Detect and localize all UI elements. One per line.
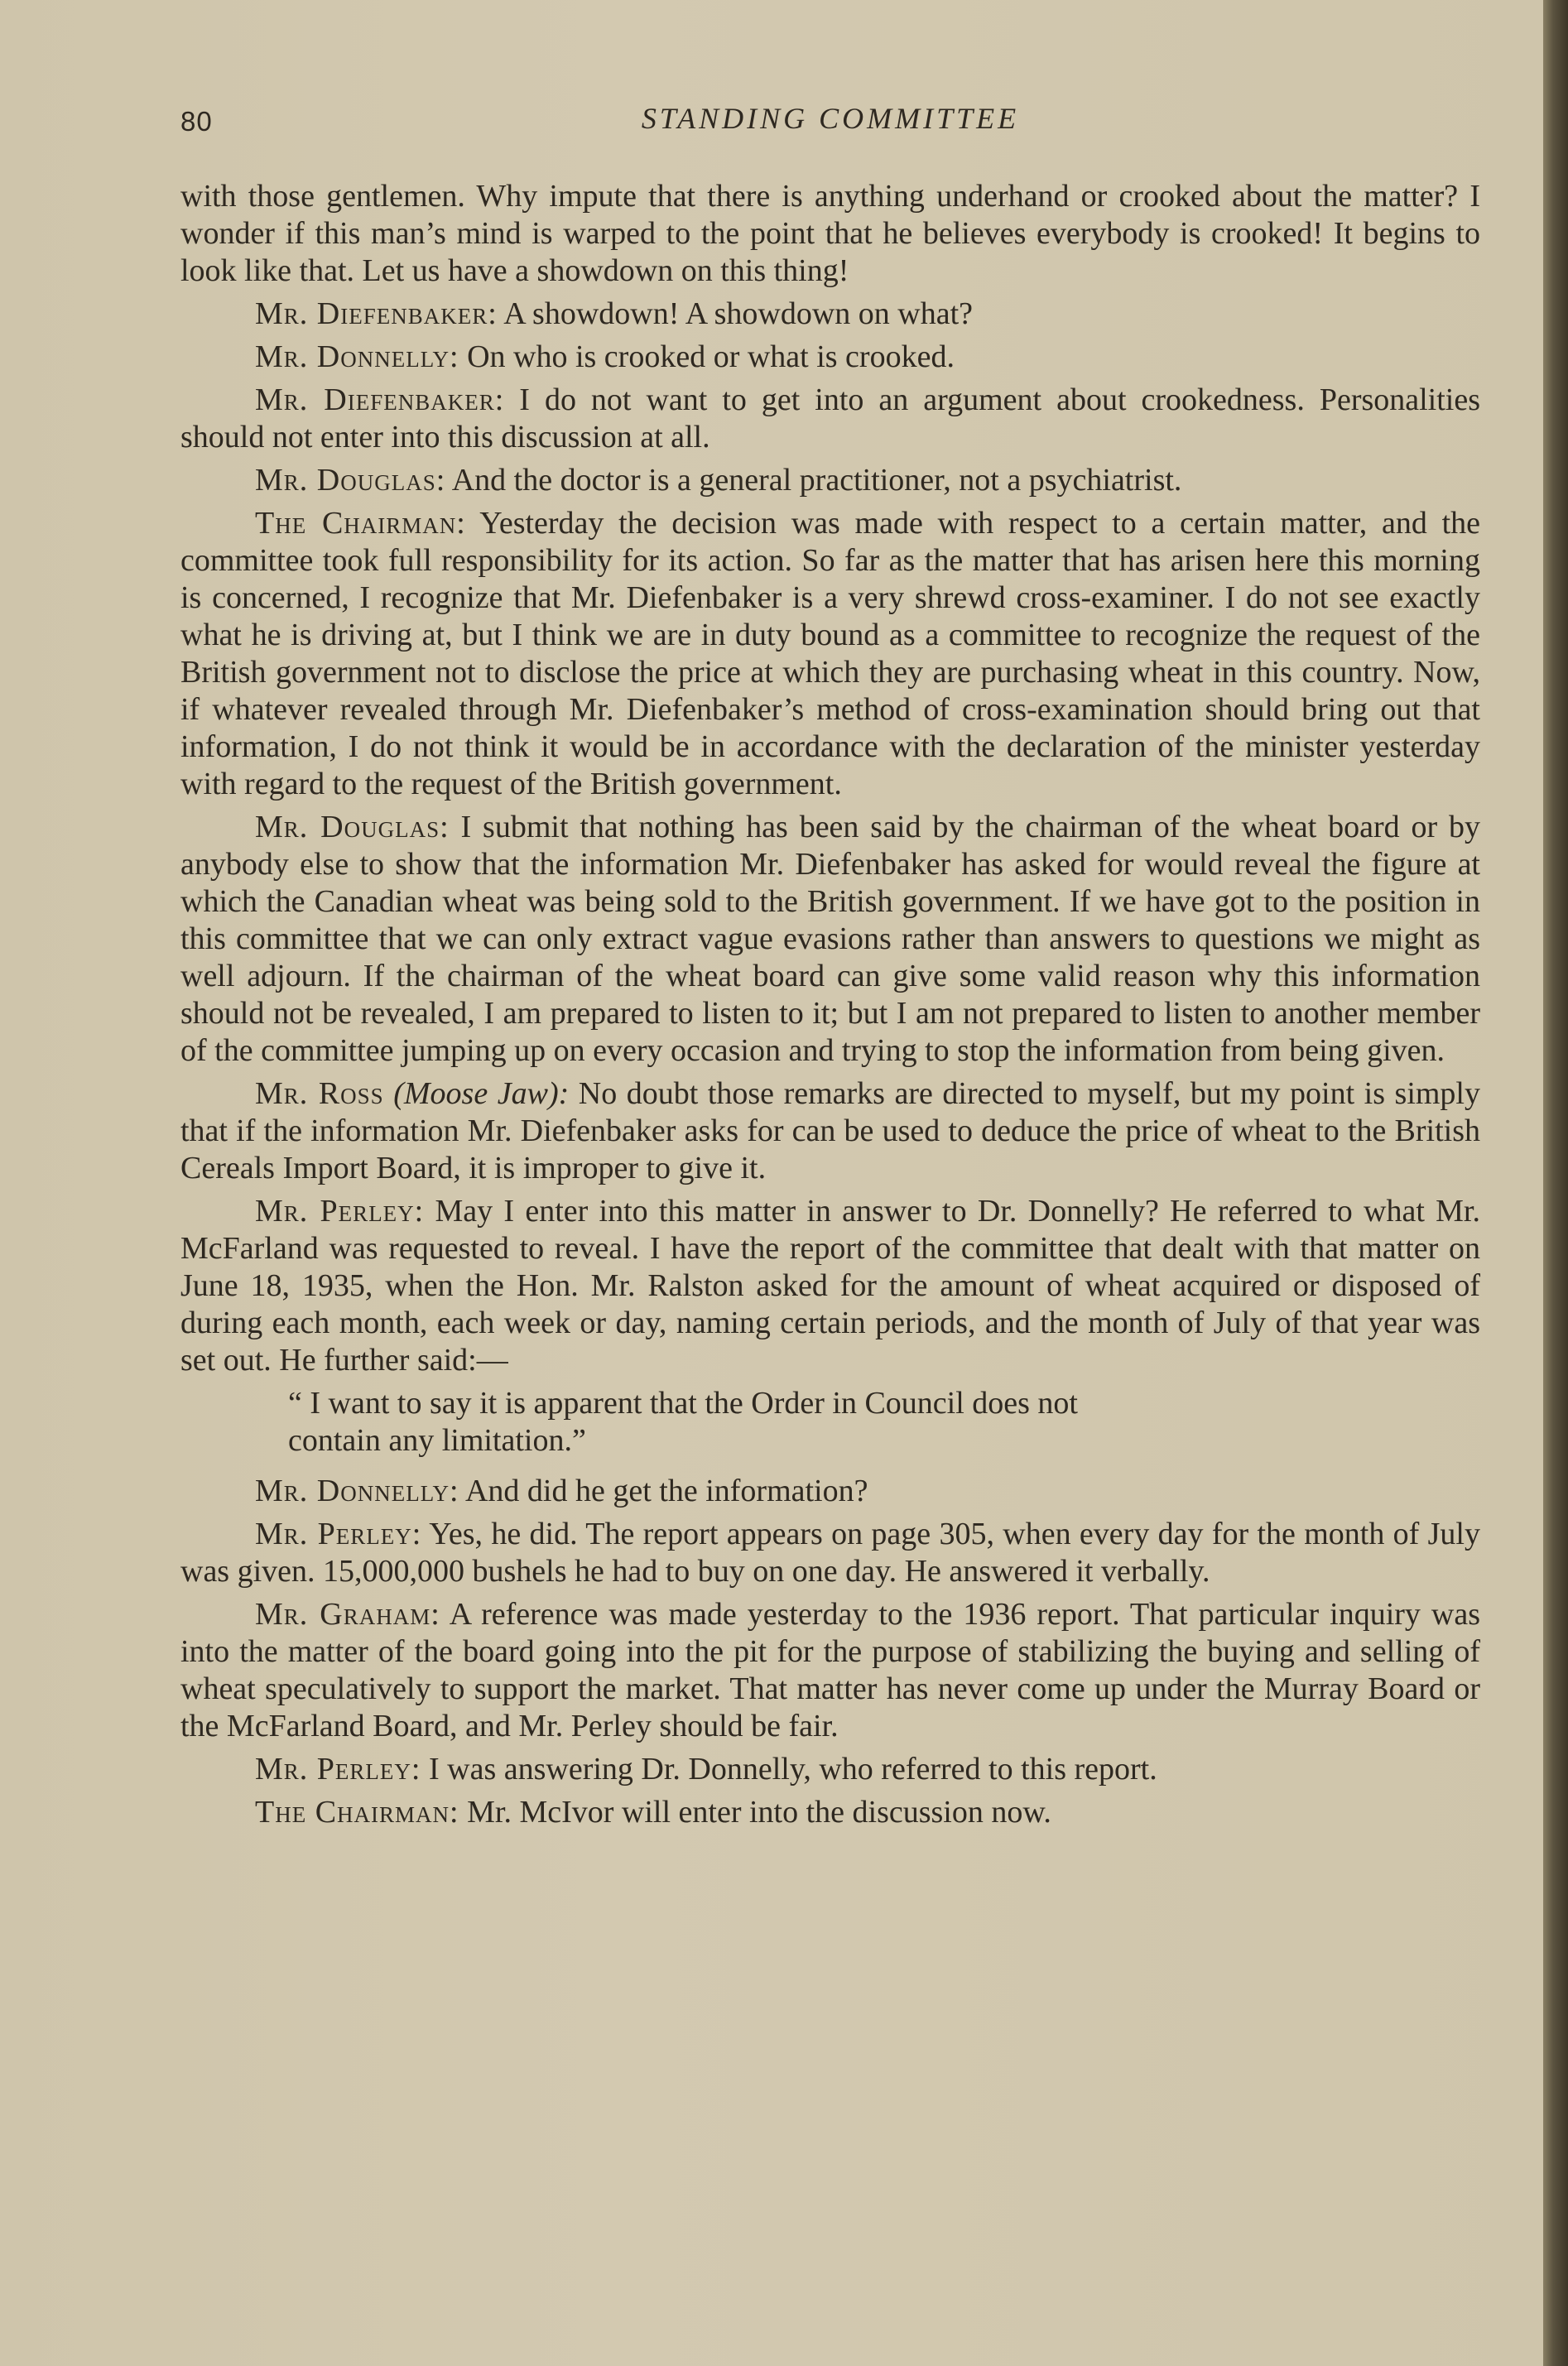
- speaker-name: The Chairman:: [255, 1795, 459, 1830]
- paragraph-text: No doubt those remarks are directed to myself, but my point is simply that if the information Mr. Diefenbaker asks for can be used to deduce the price of wheat to the British Cereals Import Board, it is improper to give it.: [180, 1076, 1480, 1185]
- speaker-constituency: (Moose Jaw):: [393, 1076, 570, 1111]
- paragraph-text: May I enter into this matter in answer to Dr. Donnelly? He referred to what Mr. McFarland was requested to reveal. I have the report of the committee that dealt with that matter on June 18, 1935, when the Hon. Mr. Ralston asked for the amount of wheat acquired or disposed of during each month, each week or day, naming certain periods, and the month of July of that year was set out. He further said:—: [180, 1194, 1480, 1378]
- speech-paragraph: [180, 809, 1480, 1070]
- paragraph-text: On who is crooked or what is crooked.: [467, 339, 955, 374]
- speech-paragraph: [180, 1596, 1480, 1745]
- speaker-name: Mr. Douglas:: [255, 810, 450, 844]
- speech-paragraph: [180, 1516, 1480, 1590]
- speech-paragraph: [180, 296, 1480, 333]
- paragraph-text: And the doctor is a general practitioner, not a psychiatrist.: [451, 463, 1182, 498]
- speech-paragraph: [180, 505, 1480, 803]
- speech-paragraph: [180, 1794, 1480, 1831]
- paragraph-text: A reference was made yesterday to the 1936 report. That particular inquiry was into the matter of the board going into the pit for the purpose of stabilizing the buying and selling of wheat speculatively to support the market. That matter has never come up under the Murray Board or the McFarland Board, and Mr. Perley should be fair.: [180, 1597, 1481, 1743]
- quote-line: “ I want to say it is apparent that the Order in Council does not: [288, 1386, 1078, 1421]
- speech-paragraph: [180, 1193, 1480, 1379]
- paragraph-text: I was answering Dr. Donnelly, who referred to this report.: [428, 1752, 1157, 1787]
- speaker-name: Mr. Donnelly:: [255, 339, 459, 374]
- speaker-name: The Chairman:: [255, 506, 466, 541]
- speaker-name: Mr. Perley:: [255, 1194, 425, 1229]
- speaker-name: Mr. Douglas:: [255, 463, 446, 498]
- speech-paragraph: [180, 1075, 1480, 1187]
- speaker-name: Mr. Diefenbaker:: [255, 296, 498, 331]
- speech-paragraph: [180, 1751, 1480, 1788]
- paragraph-continuation: [180, 178, 1480, 290]
- speaker-name: Mr. Ross: [255, 1076, 384, 1111]
- paragraph-text: I do not want to get into an argument about crookedness. Personalities should not enter into this discussion at all.: [180, 382, 1481, 454]
- running-head: STANDING COMMITTEE: [641, 102, 1020, 135]
- page-header: [180, 101, 1480, 151]
- paragraph-text: And did he get the information?: [464, 1474, 868, 1508]
- paragraph-text: A showdown! A showdown on what?: [503, 296, 974, 331]
- speaker-name: Mr. Donnelly:: [255, 1474, 459, 1508]
- speaker-name: Mr. Graham:: [255, 1597, 440, 1632]
- paragraph-text: I submit that nothing has been said by the chairman of the wheat board or by anybody else to show that the information Mr. Diefenbaker has asked for would reveal the figure at which the Canadian wheat was being sold to the British government. If we have got to the position in this committee that we can only extract vague evasions rather than answers to questions we might as well adjourn. If the chairman of the wheat board can give some valid reason why this information should not be revealed, I am prepared to listen to it; but I am not prepared to listen to another member of the committee jumping up on every occasion and trying to stop the information from being given.: [180, 810, 1480, 1068]
- quote-line: contain any limitation.”: [288, 1423, 586, 1458]
- block-quote: [288, 1385, 1480, 1460]
- book-binding-edge: [1543, 0, 1568, 2366]
- speech-paragraph: [180, 339, 1480, 376]
- speaker-name: Mr. Diefenbaker:: [255, 382, 505, 417]
- paragraph-text: Yesterday the decision was made with respect to a certain matter, and the committee took full responsibility for its action. So far as the matter that has arisen here this morning is concerned, I recognize that Mr. Diefenbaker is a very shrewd cross-examiner. I do not see exactly what he is driving at, but I think we are in duty bound as a committee to recognize the request of the British government not to disclose the price at which they are purchasing wheat in this country. Now, if whatever revealed through Mr. Diefenbaker’s method of cross-examination should bring out that information, I do not think it would be in accordance with the declaration of the minister yesterday with regard to the request of the British government.: [180, 506, 1481, 801]
- page-number: 80: [180, 106, 213, 137]
- body-text: [180, 178, 1480, 1831]
- speech-paragraph: [180, 462, 1480, 499]
- speech-paragraph: [180, 1473, 1480, 1510]
- paragraph-text: Mr. McIvor will enter into the discussion now.: [467, 1795, 1051, 1830]
- paragraph-text: with those gentlemen. Why impute that there is anything underhand or crooked about the matter? I wonder if this man’s mind is warped to the point that he believes everybody is crooked! It begins to look like that. Let us have a showdown on this thing!: [180, 179, 1480, 288]
- speech-paragraph: [180, 382, 1480, 456]
- speaker-name: Mr. Perley:: [255, 1752, 421, 1787]
- speaker-name: Mr. Perley:: [255, 1517, 422, 1551]
- paragraph-text: Yes, he did. The report appears on page 305, when every day for the month of July was given. 15,000,000 bushels he had to buy on one day. He answered it verbally.: [180, 1517, 1480, 1589]
